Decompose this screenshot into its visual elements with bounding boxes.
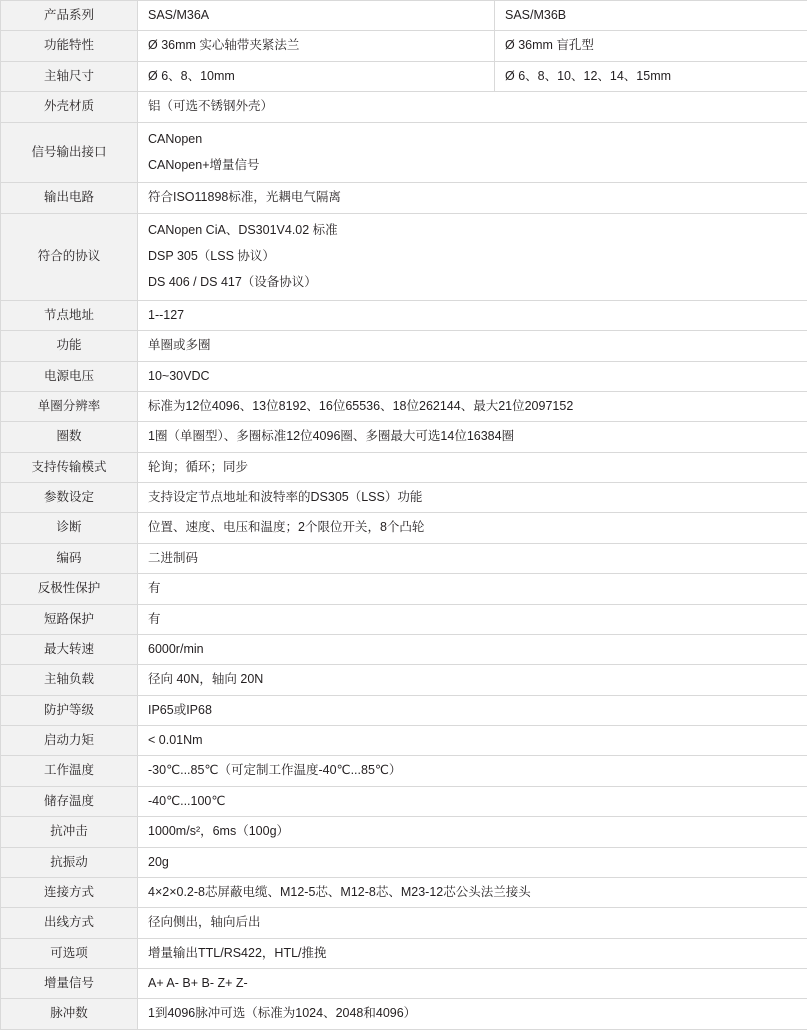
row-label: 输出电路	[1, 183, 138, 213]
row-value: 1--127	[138, 300, 807, 330]
row-value: -30℃...85℃（可定制工作温度-40℃...85℃）	[138, 756, 807, 786]
table-row	[1, 1, 807, 31]
row-value: -40℃...100℃	[138, 786, 807, 816]
row-label: 单圈分辨率	[1, 391, 138, 421]
row-label: 储存温度	[1, 786, 138, 816]
table-row	[1, 31, 807, 61]
table-row	[1, 513, 807, 543]
row-label: 参数设定	[1, 483, 138, 513]
row-value: 有	[138, 574, 807, 604]
row-value: 1圈（单圈型）、多圈标准12位4096圈、多圈最大可选14位16384圈	[138, 422, 807, 452]
row-label: 工作温度	[1, 756, 138, 786]
row-value: 有	[138, 604, 807, 634]
row-value: < 0.01Nm	[138, 726, 807, 756]
table-row	[1, 361, 807, 391]
table-row	[1, 483, 807, 513]
row-value: 4×2×0.2-8芯屏蔽电缆、M12-5芯、M12-8芯、M23-12芯公头法兰接头	[138, 877, 807, 907]
row-value: 二进制码	[138, 543, 807, 573]
row-label: 可选项	[1, 938, 138, 968]
row-label: 增量信号	[1, 969, 138, 999]
row-label: 短路保护	[1, 604, 138, 634]
table-row	[1, 695, 807, 725]
row-label: 功能特性	[1, 31, 138, 61]
row-value-a: Ø 6、8、10mm	[138, 61, 495, 91]
table-row	[1, 665, 807, 695]
row-label: 启动力矩	[1, 726, 138, 756]
row-value: 符合ISO11898标准，光耦电气隔离	[138, 183, 807, 213]
table-row	[1, 817, 807, 847]
table-row	[1, 726, 807, 756]
row-label: 诊断	[1, 513, 138, 543]
table-row	[1, 183, 807, 213]
row-value: 轮询；循环；同步	[138, 452, 807, 482]
row-value: 标准为12位4096、13位8192、16位65536、18位262144、最大21位2097152	[138, 391, 807, 421]
row-value: 径向侧出，轴向后出	[138, 908, 807, 938]
row-label: 节点地址	[1, 300, 138, 330]
table-row	[1, 938, 807, 968]
table-row	[1, 61, 807, 91]
table-row	[1, 452, 807, 482]
table-row	[1, 969, 807, 999]
row-value-a: SAS/M36A	[138, 1, 495, 31]
row-label: 符合的协议	[1, 213, 138, 300]
row-value: 位置、速度、电压和温度；2个限位开关，8个凸轮	[138, 513, 807, 543]
row-value-a: Ø 36mm 实心轴带夹紧法兰	[138, 31, 495, 61]
row-value: 增量输出TTL/RS422，HTL/推挽	[138, 938, 807, 968]
table-row	[1, 122, 807, 183]
row-label: 脉冲数	[1, 999, 138, 1029]
table-row	[1, 999, 807, 1029]
table-row	[1, 877, 807, 907]
row-label: 圈数	[1, 422, 138, 452]
row-value: 单圈或多圈	[138, 331, 807, 361]
row-value: IP65或IP68	[138, 695, 807, 725]
table-row	[1, 213, 807, 300]
row-label: 出线方式	[1, 908, 138, 938]
row-label: 主轴负载	[1, 665, 138, 695]
table-row	[1, 786, 807, 816]
table-row	[1, 847, 807, 877]
table-row	[1, 300, 807, 330]
row-label: 最大转速	[1, 634, 138, 664]
row-value-line: CANopen+增量信号	[148, 155, 807, 176]
row-label: 电源电压	[1, 361, 138, 391]
row-value: A+ A- B+ B- Z+ Z-	[138, 969, 807, 999]
table-row	[1, 908, 807, 938]
row-value-line: DS 406 / DS 417（设备协议）	[148, 272, 807, 293]
row-value	[138, 122, 807, 183]
row-label: 功能	[1, 331, 138, 361]
row-label: 连接方式	[1, 877, 138, 907]
table-row	[1, 543, 807, 573]
table-row	[1, 331, 807, 361]
row-value: 1000m/s²，6ms（100g）	[138, 817, 807, 847]
table-row	[1, 604, 807, 634]
table-row	[1, 92, 807, 122]
row-value-b: Ø 6、8、10、12、14、15mm	[495, 61, 807, 91]
row-value: 径向 40N，轴向 20N	[138, 665, 807, 695]
row-label: 防护等级	[1, 695, 138, 725]
row-label: 抗振动	[1, 847, 138, 877]
row-value-line: DSP 305（LSS 协议）	[148, 246, 807, 267]
row-value: 1到4096脉冲可选（标准为1024、2048和4096）	[138, 999, 807, 1029]
row-label: 支持传输模式	[1, 452, 138, 482]
row-label: 外壳材质	[1, 92, 138, 122]
table-row	[1, 634, 807, 664]
table-row	[1, 756, 807, 786]
row-value: 10~30VDC	[138, 361, 807, 391]
row-value: 6000r/min	[138, 634, 807, 664]
row-value-line: CANopen CiA、DS301V4.02 标准	[148, 220, 807, 241]
row-value	[138, 213, 807, 300]
row-label: 反极性保护	[1, 574, 138, 604]
row-value: 20g	[138, 847, 807, 877]
row-value-b: Ø 36mm 盲孔型	[495, 31, 807, 61]
row-label: 信号输出接口	[1, 122, 138, 183]
row-value: 支持设定节点地址和波特率的DS305（LSS）功能	[138, 483, 807, 513]
specification-table-body	[1, 1, 807, 1030]
table-row	[1, 422, 807, 452]
row-label: 抗冲击	[1, 817, 138, 847]
row-value-b: SAS/M36B	[495, 1, 807, 31]
row-label: 主轴尺寸	[1, 61, 138, 91]
row-label: 编码	[1, 543, 138, 573]
row-value-line: CANopen	[148, 129, 807, 150]
table-row	[1, 391, 807, 421]
row-label: 产品系列	[1, 1, 138, 31]
row-value: 铝（可选不锈钢外壳）	[138, 92, 807, 122]
table-row	[1, 574, 807, 604]
